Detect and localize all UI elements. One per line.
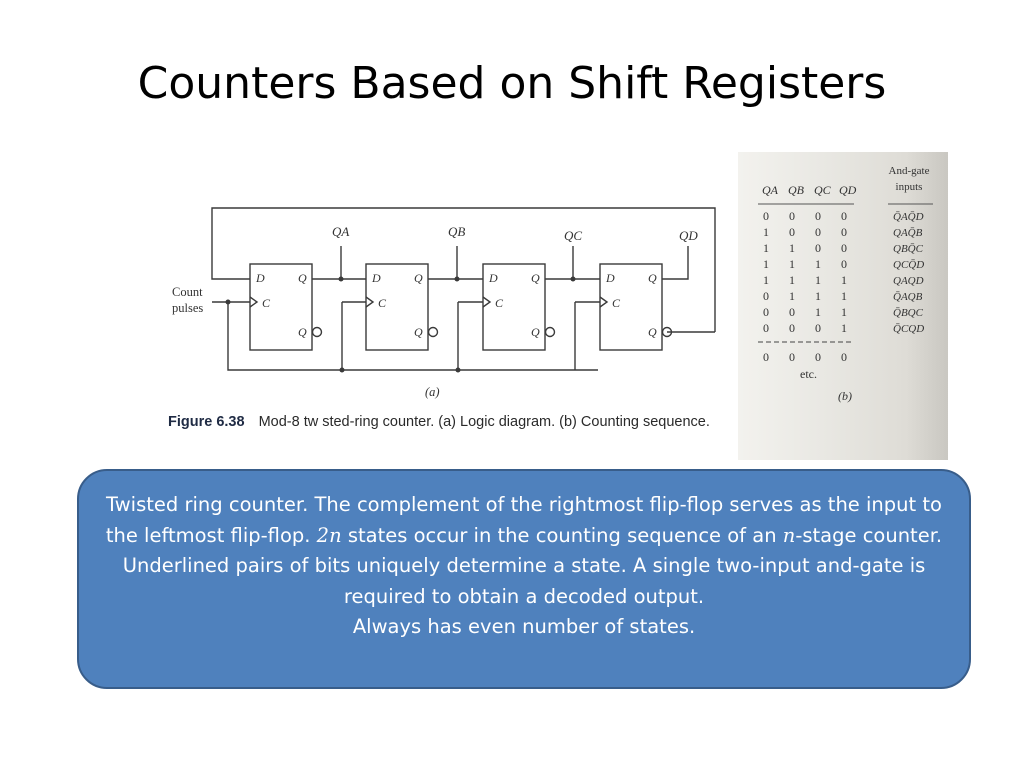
sequence-cell: 0	[763, 305, 769, 319]
sequence-cell: 1	[763, 241, 769, 255]
sequence-cell: 1	[815, 257, 821, 271]
sequence-cell: 1	[815, 273, 821, 287]
sequence-cell: 0	[789, 305, 795, 319]
and-gate-input: QBQ̄C	[893, 243, 923, 255]
math-n: n	[782, 523, 796, 547]
sequence-cell: 0	[815, 241, 821, 255]
and-gate-input: QCQ̄D	[893, 259, 925, 271]
sequence-cell: 1	[763, 257, 769, 271]
sequence-cell: 0	[815, 321, 821, 335]
etc-label: etc.	[800, 367, 817, 381]
and-gate-input: Q̄CQD	[893, 323, 925, 335]
sequence-cell: 1	[815, 305, 821, 319]
count-pulses-label-line2: pulses	[172, 301, 204, 315]
sequence-cell: 1	[789, 289, 795, 303]
and-gate-input: Q̄AQB	[893, 291, 923, 303]
info-paragraph-3: Always has even number of states.	[352, 615, 696, 638]
info-paragraph-1	[99, 490, 949, 551]
header-qb: QB	[788, 183, 804, 197]
math-2n: 2n	[316, 523, 342, 547]
sequence-cell: 0	[789, 321, 795, 335]
ff-c-qbar-label: Q	[531, 325, 540, 339]
ff-d-d-label: D	[606, 271, 615, 285]
header-qd: QD	[839, 183, 857, 197]
sequence-cell: 0	[763, 321, 769, 335]
output-label-qd: QD	[679, 228, 698, 243]
ff-d-qbar-label: Q	[648, 325, 657, 339]
repeat-cell: 0	[789, 350, 795, 364]
ff-b-q-label: Q	[414, 271, 423, 285]
part-b-label: (b)	[838, 389, 852, 403]
sequence-cell: 1	[789, 241, 795, 255]
output-label-qa: QA	[332, 224, 350, 239]
and-gate-input: QAQ̄B	[893, 227, 923, 239]
sequence-cell: 0	[815, 225, 821, 239]
and-gate-header-line1: And-gate	[888, 165, 930, 177]
figure-number: Figure 6.38	[168, 414, 245, 430]
ff-b-d-label: D	[372, 271, 381, 285]
ff-b-c-label: C	[378, 296, 387, 310]
repeat-cell: 0	[841, 350, 847, 364]
output-label-qb: QB	[448, 224, 466, 239]
info-paragraph-2: Underlined pairs of bits uniquely determine a state. A single two-input and-gate is required to obtain a decoded output.	[122, 554, 926, 608]
figure-caption-text: Mod-8 tw sted-ring counter. (a) Logic diagram. (b) Counting sequence.	[258, 414, 710, 430]
and-gate-input: QAQD	[893, 275, 924, 287]
sequence-cell: 0	[841, 241, 847, 255]
ff-d-q-label: Q	[648, 271, 657, 285]
sequence-cell: 1	[841, 305, 847, 319]
output-label-qc: QC	[564, 228, 583, 243]
header-qc: QC	[814, 183, 831, 197]
sequence-cell: 0	[789, 209, 795, 223]
sequence-cell: 1	[763, 225, 769, 239]
ff-a-d-label: D	[256, 271, 265, 285]
repeat-cell: 0	[815, 350, 821, 364]
ff-c-c-label: C	[495, 296, 504, 310]
figure-6-38	[160, 152, 948, 460]
logic-diagram	[160, 152, 738, 412]
sequence-cell: 1	[841, 289, 847, 303]
ff-b-qbar-label: Q	[414, 325, 423, 339]
sequence-cell: 0	[841, 225, 847, 239]
and-gate-input: Q̄AQ̄D	[893, 211, 924, 223]
ff-d-c-label: C	[612, 296, 621, 310]
ff-a-q-label: Q	[298, 271, 307, 285]
header-qa: QA	[762, 183, 778, 197]
ff-c-d-label: D	[489, 271, 498, 285]
part-a-label: (a)	[425, 385, 440, 399]
sequence-cell: 1	[815, 289, 821, 303]
sequence-cell: 0	[841, 209, 847, 223]
slide-title: Counters Based on Shift Registers	[137, 58, 887, 109]
sequence-cell: 1	[841, 273, 847, 287]
repeat-cell: 0	[763, 350, 769, 364]
info-text-1c: -stage counter.	[795, 523, 943, 547]
sequence-cell: 1	[841, 321, 847, 335]
figure-caption	[168, 414, 710, 430]
sequence-cell: 0	[815, 209, 821, 223]
sequence-cell: 0	[789, 225, 795, 239]
sequence-cell: 1	[763, 273, 769, 287]
info-text-1a: Twisted ring counter. The complement of the rightmost flip-flop serves as the input to the leftmost flip-flop.	[105, 493, 942, 547]
and-gate-header-line2: inputs	[895, 181, 923, 193]
sequence-cell: 0	[763, 289, 769, 303]
ff-a-c-label: C	[262, 296, 271, 310]
count-pulses-label-line1: Count	[172, 285, 203, 299]
ff-a-qbar-label: Q	[298, 325, 307, 339]
counting-sequence-table	[738, 152, 948, 412]
ff-c-q-label: Q	[531, 271, 540, 285]
sequence-cell: 0	[763, 209, 769, 223]
and-gate-input: Q̄BQC	[893, 307, 923, 319]
sequence-cell: 0	[841, 257, 847, 271]
sequence-cell: 1	[789, 257, 795, 271]
sequence-cell: 1	[789, 273, 795, 287]
info-box	[77, 469, 971, 689]
info-text-1b: states occur in the counting sequence of an	[341, 523, 783, 547]
